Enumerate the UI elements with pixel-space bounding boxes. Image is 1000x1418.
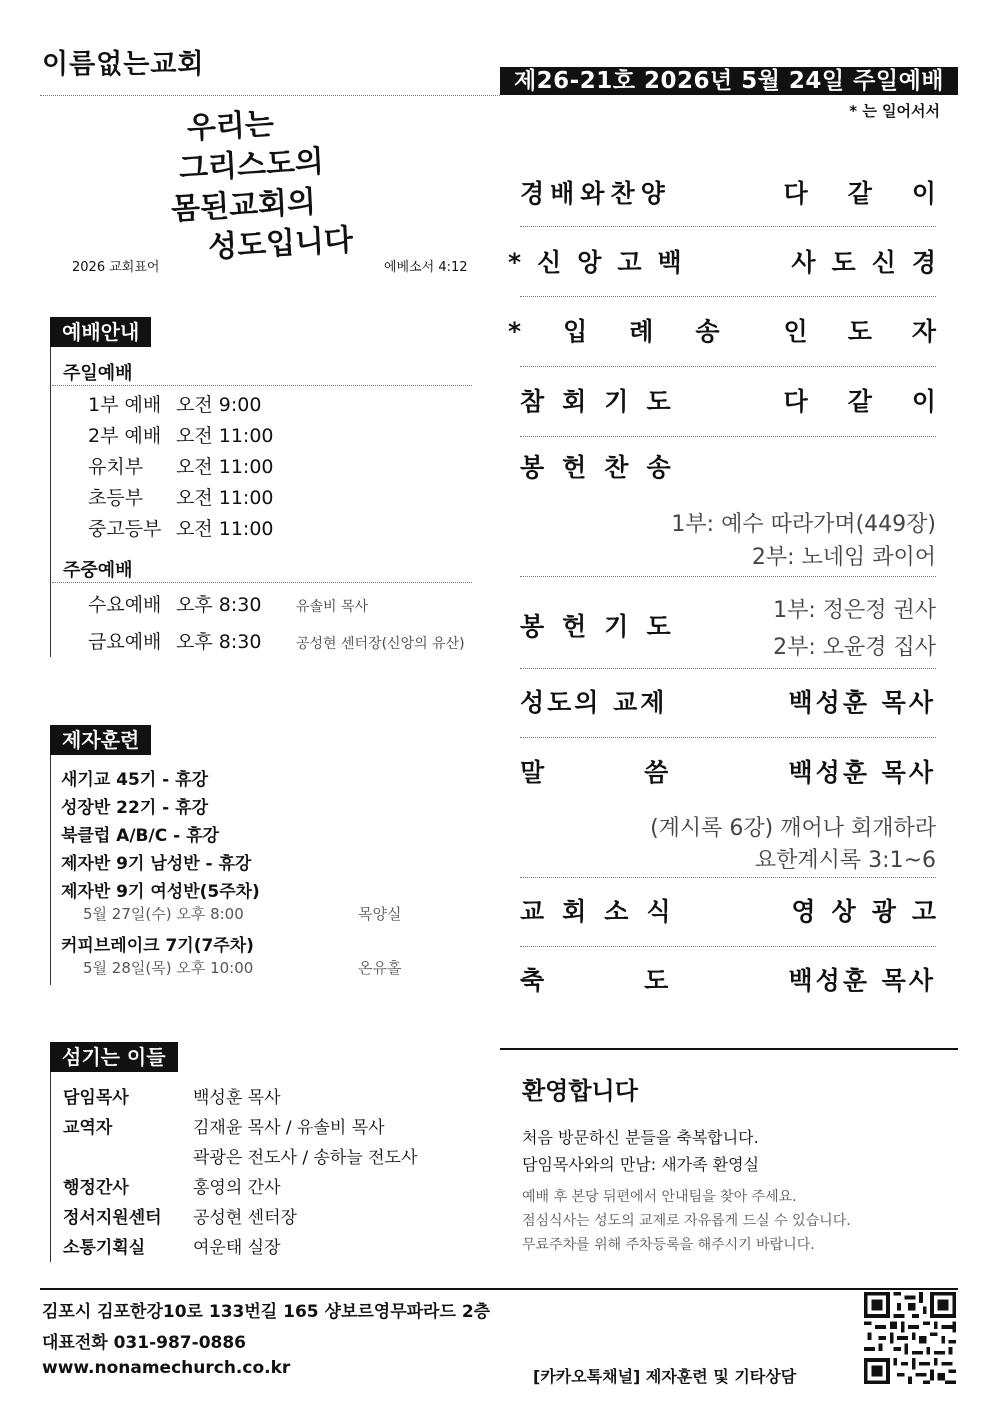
list-item: 커피브레이크 7기(7주차) (61, 936, 254, 956)
footer-address: 김포시 김포한강10로 133번길 165 샹보르영무파라드 2층 (42, 1302, 491, 1322)
order-row (520, 170, 976, 214)
worship-guide-line (50, 347, 51, 657)
staff-role: 교역자 (63, 1118, 113, 1138)
order-row (520, 679, 936, 723)
service-time: 오전 11:00 (176, 487, 274, 509)
schedule-where: 온유홀 (358, 959, 402, 977)
service-time: 오전 11:00 (176, 425, 274, 447)
qr-code-icon[interactable] (864, 1292, 956, 1384)
order-leader: 다같이 (783, 179, 976, 208)
discipleship-label: 제자훈련 (50, 725, 151, 755)
staff-role: 소통기획실 (63, 1238, 146, 1258)
order-divider (520, 737, 936, 738)
service-name: 수요예배 (88, 594, 162, 616)
staff-names: 백성훈 목사 (193, 1088, 281, 1108)
service-person: 공성현 센터장(신앙의 유산) (296, 636, 465, 652)
service-time: 오전 11:00 (176, 518, 274, 540)
order-leader: 백성훈 목사 (788, 758, 936, 787)
staff-row (63, 1143, 463, 1173)
welcome-note: 무료주차를 위해 주차등록을 해주시기 바랍니다. (522, 1237, 815, 1253)
list-subitem (61, 903, 421, 931)
service-time: 오전 11:00 (176, 456, 274, 478)
motto-calligraphy (166, 100, 374, 270)
schedule-when: 5월 28일(목) 오후 10:00 (83, 959, 254, 977)
order-item: 봉헌찬송 (520, 453, 689, 482)
list-item: 북클럽 A/B/C - 휴강 (61, 826, 219, 846)
staff-names: 공성현 센터장 (193, 1208, 297, 1228)
header-divider (40, 95, 500, 96)
order-divider (520, 296, 936, 297)
order-item: *신앙고백 (508, 248, 698, 277)
motto-line: 성도입니다 (207, 222, 354, 266)
order-divider (520, 946, 936, 947)
service-row (88, 421, 468, 452)
order-item: 경배와찬양 (520, 179, 671, 208)
sunday-schedule (88, 390, 468, 545)
service-row (88, 590, 478, 627)
service-time: 오전 9:00 (176, 394, 262, 416)
staff-role: 정서지원센터 (63, 1208, 162, 1228)
weekday-divider (52, 582, 472, 583)
order-item: 말씀 (520, 758, 769, 787)
order-row (508, 308, 976, 352)
motto-line: 우리는 (186, 106, 275, 147)
order-item: *입례송 (508, 317, 762, 346)
discipleship-list (61, 765, 421, 985)
service-row (88, 390, 468, 421)
welcome-note: 점심식사는 성도의 교제로 자유롭게 드실 수 있습니다. (522, 1213, 851, 1229)
staff-names: 곽광은 전도사 / 송하늘 전도사 (193, 1148, 418, 1168)
service-name: 2부 예배 (88, 425, 162, 447)
order-row (520, 888, 952, 932)
staff-names: 홍영의 간사 (193, 1178, 281, 1198)
staff-names: 여운태 실장 (193, 1238, 281, 1258)
order-sub-line: (계시록 6강) 깨어나 회개하라 (650, 816, 936, 841)
order-leader: 다같이 (783, 387, 976, 416)
order-row (520, 957, 936, 1001)
footer-website[interactable]: www.nonamechurch.co.kr (42, 1358, 291, 1378)
order-divider (520, 366, 936, 367)
order-divider (520, 576, 936, 577)
weekday-schedule (88, 590, 478, 664)
list-item: 제자반 9기 남성반 - 휴강 (61, 854, 252, 874)
order-item: 봉헌기도 (520, 612, 689, 641)
order-divider (520, 436, 936, 437)
order-sub-line: 요한계시록 3:1~6 (754, 848, 936, 873)
order-divider (520, 668, 936, 669)
servants-line (50, 1072, 51, 1262)
sunday-divider (52, 385, 472, 386)
church-name: 이름없는교회 (42, 49, 205, 80)
list-subitem (61, 957, 421, 985)
footer-divider (40, 1288, 958, 1290)
service-name: 유치부 (88, 456, 144, 478)
service-name: 중고등부 (88, 518, 162, 540)
motto-left-label: 2026 교회표어 (72, 260, 160, 275)
kakao-channel-note: [카카오톡채널] 제자훈련 및 기타상담 (533, 1367, 797, 1386)
order-leader: 영상광고 (791, 897, 952, 926)
order-leader: 백성훈 목사 (788, 966, 936, 995)
motto-right-label: 에베소서 4:12 (384, 260, 468, 275)
welcome-title: 환영합니다 (522, 1077, 638, 1105)
order-divider (520, 226, 936, 227)
stand-note: * 는 일어서서 (849, 102, 940, 120)
order-leader: 백성훈 목사 (788, 688, 936, 717)
service-time: 오후 8:30 (176, 594, 262, 616)
order-row (508, 239, 952, 283)
welcome-note: 예배 후 본당 뒤편에서 안내팀을 찾아 주세요. (522, 1189, 797, 1205)
worship-guide-label: 예배안내 (50, 317, 151, 347)
staff-row (63, 1233, 463, 1263)
order-sub-line: 1부: 예수 따라가며(449장) (671, 512, 936, 537)
sunday-heading: 주일예배 (63, 363, 133, 384)
order-item: 성도의 교제 (520, 688, 668, 717)
schedule-when: 5월 27일(수) 오후 8:00 (83, 905, 244, 923)
order-row (520, 749, 936, 793)
staff-row (63, 1113, 463, 1143)
list-item: 새기교 45기 - 휴강 (61, 770, 209, 790)
order-item: 교회소식 (520, 897, 689, 926)
order-sub-line: 1부: 정은정 권사 (773, 598, 936, 623)
footer-phone: 대표전화 031-987-0886 (42, 1333, 247, 1353)
staff-row (63, 1173, 463, 1203)
list-item: 제자반 9기 여성반(5주차) (61, 882, 260, 902)
issue-banner: 제26-21호 2026년 5월 24일 주일예배 (500, 67, 958, 95)
order-row (520, 444, 936, 488)
order-leader: 인도자 (783, 317, 976, 346)
welcome-divider (500, 1048, 958, 1050)
welcome-line: 담임목사와의 만남: 새가족 환영실 (522, 1155, 760, 1174)
service-row (88, 452, 468, 483)
staff-role: 담임목사 (63, 1088, 129, 1108)
service-row (88, 627, 478, 664)
staff-row (63, 1083, 463, 1113)
servants-label: 섬기는 이들 (50, 1042, 178, 1072)
staff-role: 행정간사 (63, 1178, 129, 1198)
motto-line: 몸된교회의 (170, 184, 317, 228)
order-item: 축도 (520, 966, 769, 995)
service-person: 유솔비 목사 (296, 599, 369, 615)
service-row (88, 514, 468, 545)
discipleship-line (50, 755, 51, 985)
schedule-where: 목양실 (358, 905, 402, 923)
order-divider (520, 877, 936, 878)
service-row (88, 483, 468, 514)
service-name: 금요예배 (88, 631, 162, 653)
service-time: 오후 8:30 (176, 631, 262, 653)
order-leader: 사도신경 (791, 248, 952, 277)
servants-list (63, 1083, 463, 1263)
motto-line: 그리스도의 (178, 144, 325, 187)
service-name: 1부 예배 (88, 394, 162, 416)
order-sub-line: 2부: 오윤경 집사 (773, 635, 936, 660)
staff-row (63, 1203, 463, 1233)
order-item: 참회기도 (520, 387, 689, 416)
staff-role (63, 1143, 193, 1173)
order-sub-line: 2부: 노네임 콰이어 (751, 545, 936, 570)
list-item: 성장반 22기 - 휴강 (61, 798, 209, 818)
welcome-line: 처음 방문하신 분들을 축복합니다. (522, 1128, 759, 1147)
order-row (520, 378, 976, 422)
service-name: 초등부 (88, 487, 144, 509)
weekday-heading: 주중예배 (63, 560, 133, 581)
staff-names: 김재윤 목사 / 유솔비 목사 (193, 1118, 385, 1138)
